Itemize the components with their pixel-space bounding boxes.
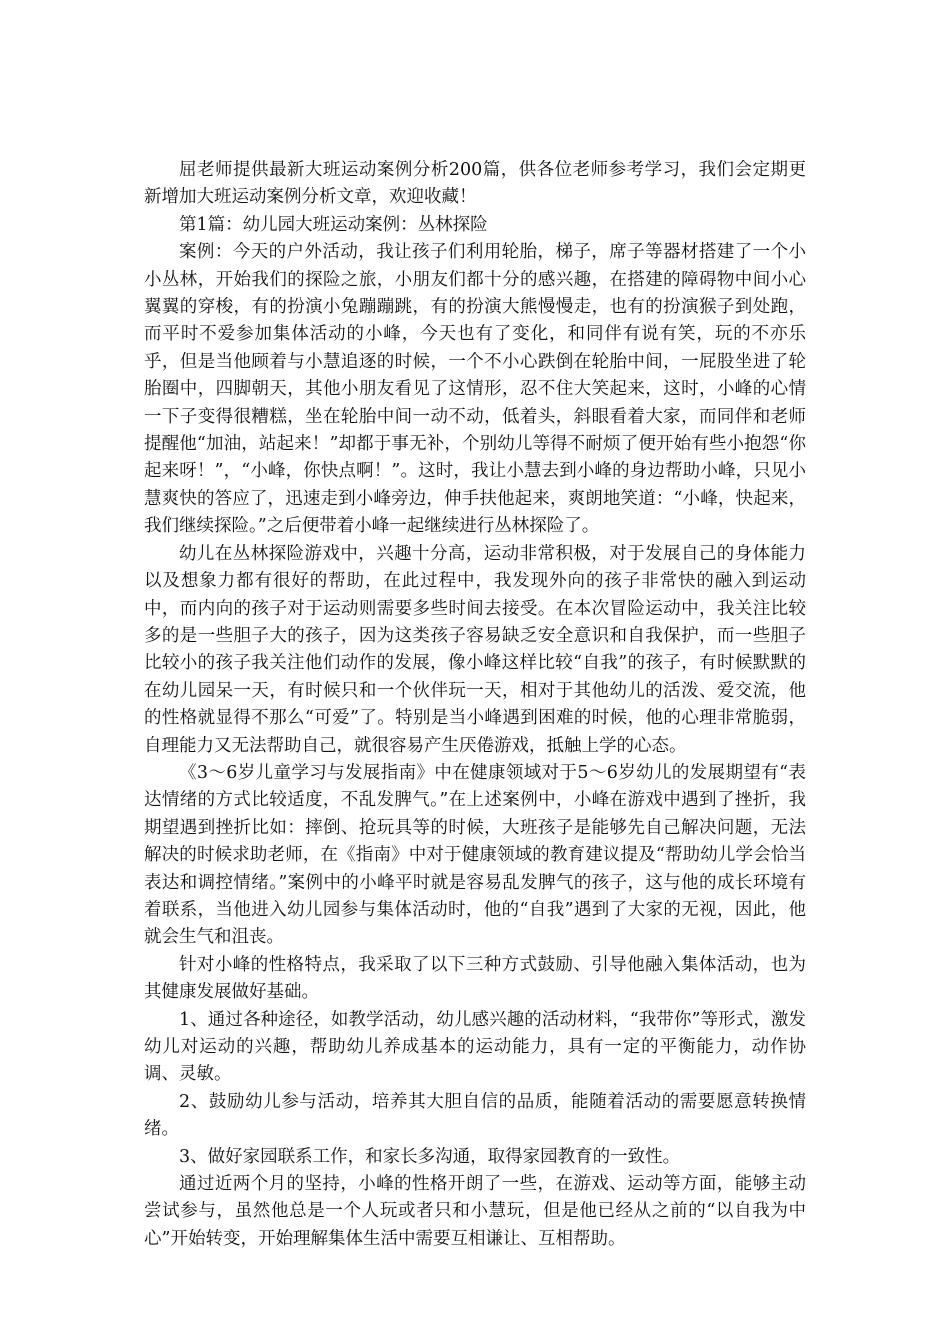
approach-item-1: 1、通过各种途径，如教学活动，幼儿感兴趣的活动材料，“我带你”等形式，激发幼儿对运动的兴趣，帮助幼儿养成基本的运动能力，具有一定的平衡能力，动作协调、灵敏。 (144, 1009, 806, 1085)
outcome-paragraph: 通过近两个月的坚持，小峰的性格开朗了一些，在游戏、运动等方面，能够主动尝试参与，虽然他总是一个人玩或者只和小慧玩，但是他已经从之前的“以自我为中心”开始转变，开始理解集体生活中需要互相谦让、互相帮助。 (144, 1174, 806, 1249)
article-title: 第1篇：幼儿园大班运动案例：丛林探险 (179, 214, 488, 235)
approach-item-2: 2、鼓励幼儿参与活动，培养其大胆自信的品质，能随着活动的需要愿意转换情绪。 (144, 1091, 806, 1140)
analysis-paragraph: 幼儿在丛林探险游戏中，兴趣十分高，运动非常积极，对于发展自己的身体能力以及想象力都有很好的帮助，在此过程中，我发现外向的孩子非常快的融入到运动中，而内向的孩子对于运动则需要多些时间去接受。在本次冒险运动中，我关注比较多的是一些胆子大的孩子，因为这类孩子容易缺乏安全意识和自我保护，而一些胆子比较小的孩子我关注他们动作的发展，像小峰这样比较“自我”的孩子，有时候默默的在幼儿园呆一天，有时候只和一个伙伴玩一天，相对于其他幼儿的活泼、爱交流，他的性格就显得不那么“可爱”了。特别是当小峰遇到困难的时候，他的心理非常脆弱，自理能力又无法帮助自己，就很容易产生厌倦游戏，抵触上学的心态。 (144, 543, 806, 756)
approach-item-3: 3、做好家园联系工作，和家长多沟通，取得家园教育的一致性。 (179, 1146, 681, 1167)
approach-intro-paragraph: 针对小峰的性格特点，我采取了以下三种方式鼓励、引导他融入集体活动，也为其健康发展做好基础。 (144, 954, 806, 1003)
case-paragraph: 案例：今天的户外活动，我让孩子们利用轮胎，梯子，席子等器材搭建了一个小小丛林，开始我们的探险之旅，小朋友们都十分的感兴趣，在搭建的障碍物中间小心翼翼的穿梭，有的扮演小兔蹦蹦跳，有的扮演大熊慢慢走，也有的扮演猴子到处跑，而平时不爱参加集体活动的小峰，今天也有了变化，和同伴有说有笑，玩的不亦乐乎，但是当他顾着与小慧追逐的时候，一个不小心跌倒在轮胎中间，一屁股坐进了轮胎圈中，四脚朝天，其他小朋友看见了这情形，忍不住大笑起来，这时，小峰的心情一下子变得很糟糕，坐在轮胎中间一动不动，低着头，斜眼看着大家，而同伴和老师提醒他“加油，站起来！”却都于事无补，个别幼儿等得不耐烦了便开始有些小抱怨“你起来呀！”，“小峰，你快点啊！”。这时，我让小慧去到小峰的身边帮助小峰，只见小慧爽快的答应了，迅速走到小峰旁边，伸手扶他起来，爽朗地笑道：“小峰，快起来，我们继续探险。”之后便带着小峰一起继续进行丛林探险了。 (144, 242, 806, 537)
intro-paragraph: 屈老师提供最新大班运动案例分析200篇，供各位老师参考学习，我们会定期更新增加大班运动案例分析文章，欢迎收藏！ (144, 160, 806, 208)
guideline-paragraph: 《3～6岁儿童学习与发展指南》中在健康领域对于5～6岁幼儿的发展期望有“表达情绪的方式比较适度，不乱发脾气。”在上述案例中，小峰在游戏中遇到了挫折，我期望遇到挫折比如：摔倒、抢玩具等的时候，大班孩子是能够先自己解决问题，无法解决的时候求助老师，在《指南》中对于健康领域的教育建议提及“帮助幼儿学会恰当表达和调控情绪。”案例中的小峰平时就是容易乱发脾气的孩子，这与他的成长环境有着联系，当他进入幼儿园参与集体活动时，他的“自我”遇到了大家的无视，因此，他就会生气和沮丧。 (144, 762, 806, 948)
document-page (144, 157, 806, 1253)
